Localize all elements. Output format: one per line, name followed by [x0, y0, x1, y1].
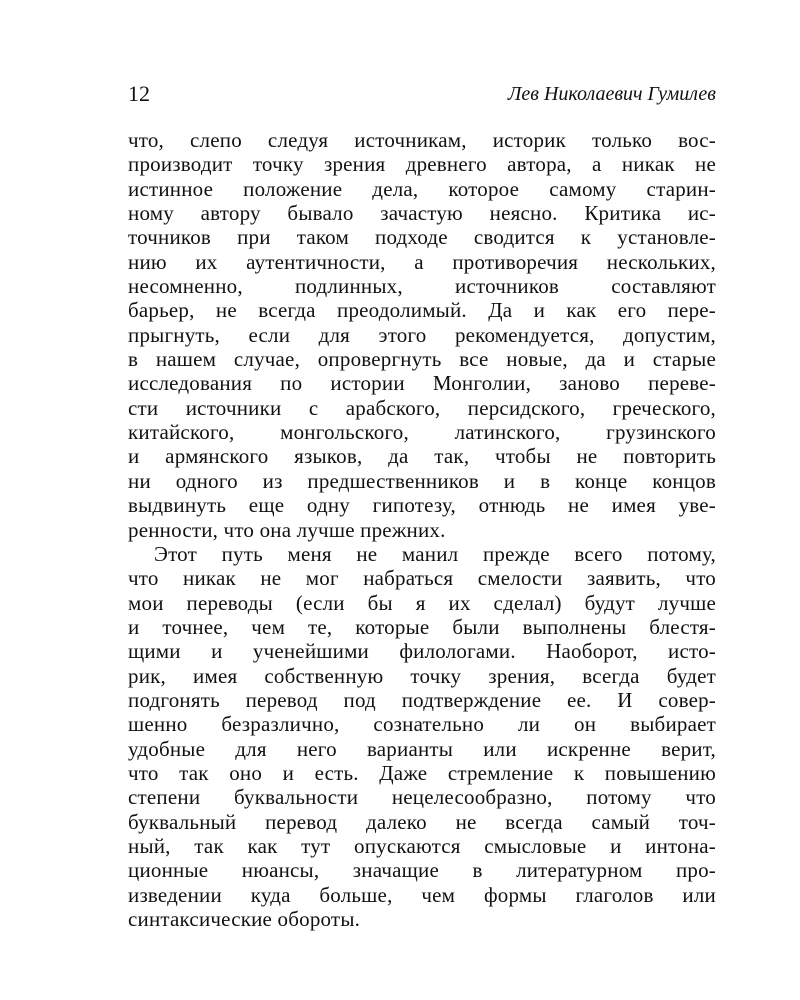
text-line: ни одного из предшественников и в конце концов — [128, 468, 716, 493]
text-line: сти источники с арабского, персидского, греческого, — [128, 395, 716, 420]
text-line: производит точку зрения древнего автора, а никак не — [128, 152, 716, 177]
text-line: ному автору бывало зачастую неясно. Критика ис- — [128, 201, 716, 226]
text-line: барьер, не всегда преодолимый. Да и как его пере- — [128, 298, 716, 323]
text-line: исследования по истории Монголии, заново переве- — [128, 371, 716, 396]
text-line: ренности, что она лучше прежних. — [128, 517, 446, 542]
text-line: прыгнуть, если для этого рекомендуется, допустим, — [128, 322, 716, 347]
text-line: щими и ученейшими филологами. Наоборот, исто- — [128, 639, 716, 664]
page-number: 12 — [128, 81, 150, 106]
text-line: несомненно, подлинных, источников составляют — [128, 274, 716, 299]
text-line: ционные нюансы, значащие в литературном про- — [128, 858, 716, 883]
text-line: степени буквальности нецелесообразно, потому что — [128, 785, 716, 810]
text-line: рик, имея собственную точку зрения, всегда будет — [128, 663, 716, 688]
text-line: изведении куда больше, чем формы глаголов или — [128, 882, 716, 907]
text-line: точников при таком подходе сводится к установле- — [128, 225, 716, 250]
text-line: китайского, монгольского, латинского, грузинского — [128, 420, 716, 445]
text-line: ный, так как тут опускаются смысловые и интона- — [128, 833, 716, 858]
text-line: и точнее, чем те, которые были выполнены блестя- — [128, 614, 716, 639]
text-line: удобные для него варианты или искренне верит, — [128, 736, 716, 761]
text-line: в нашем случае, опровергнуть все новые, да и старые — [128, 347, 716, 372]
paragraph — [128, 542, 716, 932]
text-line: буквальный перевод далеко не всегда самый точ- — [128, 809, 716, 834]
text-line: шенно безразлично, сознательно ли он выбирает — [128, 712, 716, 737]
text-line: синтаксические обороты. — [128, 907, 361, 931]
text-line: что никак не мог набраться смелости заявить, что — [128, 566, 716, 591]
text-line: мои переводы (если бы я их сделал) будут лучше — [128, 590, 716, 615]
text-line: выдвинуть еще одну гипотезу, отнюдь не имея уве- — [128, 493, 716, 518]
author-name: Лев Николаевич Гумилев — [507, 83, 716, 105]
text-line: что так оно и есть. Даже стремление к повышению — [128, 760, 716, 785]
text-line: что, слепо следуя источникам, историк только вос- — [128, 128, 716, 152]
text-line: подгонять перевод под подтверждение ее. И совер- — [128, 687, 716, 712]
paragraph — [128, 128, 716, 542]
text-line: Этот путь меня не манил прежде всего потому, — [154, 541, 716, 566]
text-line: истинное положение дела, которое самому старин- — [128, 176, 716, 201]
running-head — [128, 80, 716, 108]
text-line: и армянского языков, да так, чтобы не повторить — [128, 444, 716, 469]
text-line: нию их аутентичности, а противоречия нескольких, — [128, 249, 716, 274]
body-text — [128, 128, 716, 931]
